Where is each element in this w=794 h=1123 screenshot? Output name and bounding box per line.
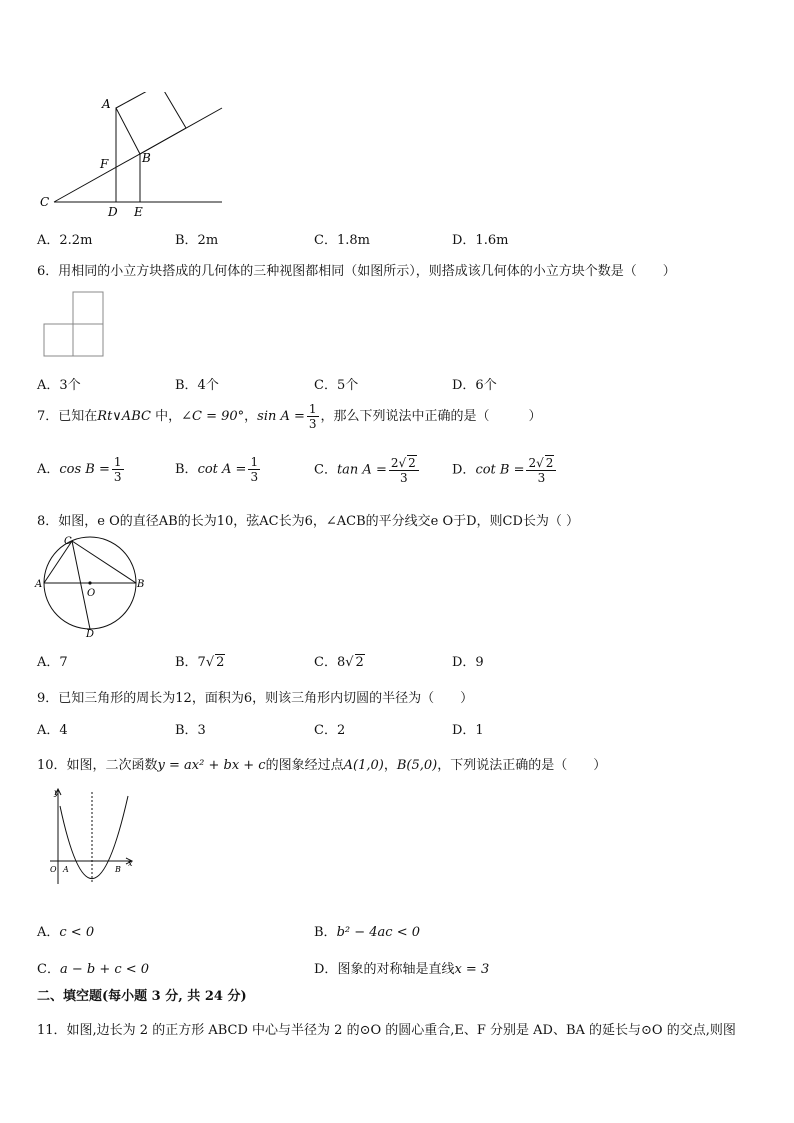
q8-figure [34, 534, 146, 638]
q6-option-d[interactable]: D．6个 [452, 378, 497, 393]
q7-option-c-fraction [389, 455, 419, 485]
q5-figure [36, 92, 236, 222]
q7-stem-triangle: ∨ABC [112, 409, 151, 424]
q7-stem-sin: sin A = [257, 409, 305, 424]
q10-option-a-expr: c < 0 [59, 925, 95, 940]
q7-option-b-expr: cot A = [197, 462, 247, 477]
q7-option-a-fraction [112, 455, 124, 484]
q8-option-b[interactable]: B．7√ 2 [175, 655, 225, 670]
q10-figure [44, 786, 140, 898]
q9-option-a[interactable]: A．4 [37, 723, 68, 738]
q7-stem [37, 402, 542, 431]
q5-label-d: D [108, 205, 118, 219]
q7-option-b-fraction [248, 455, 260, 484]
q9-option-b[interactable]: B．3 [175, 723, 206, 738]
q8-stem: 8．如图，e O的直径AB的长为10，弦AC长为6，∠ACB的平分线交e O于D，则CD长为（ ） [37, 514, 580, 529]
q10-option-b-label: B． [314, 925, 337, 940]
q7-option-c-label: C． [314, 462, 337, 478]
q5-label-f: F [100, 157, 109, 171]
q5-option-b[interactable]: B．2m [175, 233, 219, 248]
q7-option-a[interactable] [37, 455, 126, 484]
q7-stem-mid: 中， [150, 409, 182, 424]
q10-stem-mid: 的图象经过点 [265, 758, 344, 773]
q7-option-b-num: 1 [250, 455, 259, 469]
q10-label-b: B [115, 865, 121, 874]
q10-stem-sep: ， [383, 758, 397, 773]
q5-label-c: C [40, 195, 50, 209]
q8-option-b-radicand: 2 [216, 655, 225, 670]
q7-stem-sep: ， [244, 409, 258, 424]
q10-option-b[interactable] [314, 921, 420, 940]
q10-option-d[interactable] [314, 958, 489, 977]
q7-option-d-label: D． [452, 462, 476, 478]
q7-option-c-num: 2√ 2 [389, 455, 419, 471]
q9-option-d[interactable]: D．1 [452, 723, 484, 738]
q7-stem-rt: Rt [97, 409, 113, 424]
q6-option-a[interactable]: A．3个 [37, 378, 81, 393]
q6-option-c[interactable]: C．5个 [314, 378, 359, 393]
q6-figure [42, 290, 108, 360]
q7-option-c-den: 3 [400, 471, 408, 485]
q8-label-a: A [35, 579, 43, 590]
q5-label-a: A [102, 97, 111, 111]
q7-stem-suffix: ，那么下列说法中正确的是（ ） [320, 409, 542, 424]
q7-option-b-label: B． [175, 462, 198, 477]
q7-option-c-num-radicand: 2 [408, 456, 416, 470]
q8-label-d: D [86, 629, 95, 638]
q7-option-d-num-coef: 2 [528, 456, 537, 470]
q10-stem-function: y = ax² + bx + c [157, 758, 266, 773]
q9-stem: 9．已知三角形的周长为12，面积为6，则该三角形内切圆的半径为（ ） [37, 691, 474, 706]
q10-option-c-expr: a − b + c < 0 [59, 962, 150, 977]
q7-stem-prefix: 7．已知在 [37, 409, 98, 424]
q8-option-a[interactable]: A．7 [37, 655, 68, 670]
q7-stem-frac-num: 1 [308, 402, 317, 416]
q10-stem-point-b: B(5,0) [396, 758, 438, 773]
q8-option-c[interactable]: C．8√ 2 [314, 655, 364, 670]
q7-option-c-expr: tan A = [336, 462, 387, 478]
q8-label-c: C [64, 536, 72, 547]
q10-option-c[interactable] [37, 958, 149, 977]
q10-label-y: y [54, 788, 59, 797]
q7-option-a-label: A． [37, 462, 60, 477]
q10-option-d-label: D． [314, 962, 338, 977]
q7-option-c[interactable] [314, 455, 421, 485]
q7-option-d-fraction [526, 455, 556, 485]
q7-option-d[interactable] [452, 455, 558, 485]
q10-option-d-expr: x = 3 [454, 962, 490, 977]
q10-option-c-label: C． [37, 962, 60, 977]
q6-stem: 6．用相同的小立方块搭成的几何体的三种视图都相同（如图所示），则搭成该几何体的小立方块个数是（ ） [37, 264, 676, 279]
q7-option-d-expr: cot B = [475, 462, 525, 478]
q7-option-b[interactable] [175, 455, 262, 484]
q10-label-o: O [50, 865, 57, 874]
q7-option-d-num-radicand: 2 [545, 456, 554, 470]
q8-option-c-radicand: 2 [355, 655, 364, 670]
q5-label-e: E [134, 205, 143, 219]
q9-option-c[interactable]: C．2 [314, 723, 346, 738]
q10-stem [37, 754, 606, 773]
q10-option-d-text: 图象的对称轴是直线 [337, 962, 455, 977]
q10-label-x: x [128, 859, 133, 868]
q7-option-a-num: 1 [113, 455, 122, 469]
q5-option-a[interactable]: A．2.2m [37, 233, 93, 248]
q11-stem: 11．如图,边长为 2 的正方形 ABCD 中心与半径为 2 的⊙O 的圆心重合,E、F 分别是 AD、BA 的延长与⊙O 的交点,则图 [37, 1023, 736, 1038]
q5-option-c[interactable]: C．1.8m [314, 233, 370, 248]
q7-option-a-den: 3 [113, 470, 122, 484]
q7-stem-angle: ∠C = 90° [181, 409, 245, 424]
q5-option-d[interactable]: D．1.6m [452, 233, 509, 248]
q10-label-a: A [63, 865, 69, 874]
q10-stem-suffix: ，下列说法正确的是（ ） [437, 758, 607, 773]
q7-stem-frac-den: 3 [308, 417, 317, 431]
q8-option-d[interactable]: D．9 [452, 655, 484, 670]
q8-label-o: O [87, 588, 96, 599]
q7-option-c-num-coef: 2 [390, 456, 399, 470]
q7-option-d-num: 2√ 2 [526, 455, 556, 471]
q10-option-b-expr: b² − 4ac < 0 [336, 925, 420, 940]
q10-option-a[interactable] [37, 921, 94, 940]
q8-option-c-label: C．8 [314, 655, 346, 670]
q7-option-d-den: 3 [537, 471, 546, 485]
q10-stem-prefix: 10．如图，二次函数 [37, 758, 158, 773]
q7-option-b-den: 3 [250, 470, 259, 484]
q7-option-a-expr: cos B = [59, 462, 110, 477]
q5-label-b: B [142, 151, 151, 165]
q10-stem-point-a: A(1,0) [343, 758, 384, 773]
section-fill-in-title: 二、填空题(每小题 3 分, 共 24 分) [37, 989, 247, 1004]
q6-option-b[interactable]: B．4个 [175, 378, 219, 393]
q10-option-a-label: A． [37, 925, 60, 940]
q8-option-b-label: B．7 [175, 655, 206, 670]
q8-label-b: B [137, 579, 145, 590]
q7-stem-fraction [307, 402, 319, 431]
